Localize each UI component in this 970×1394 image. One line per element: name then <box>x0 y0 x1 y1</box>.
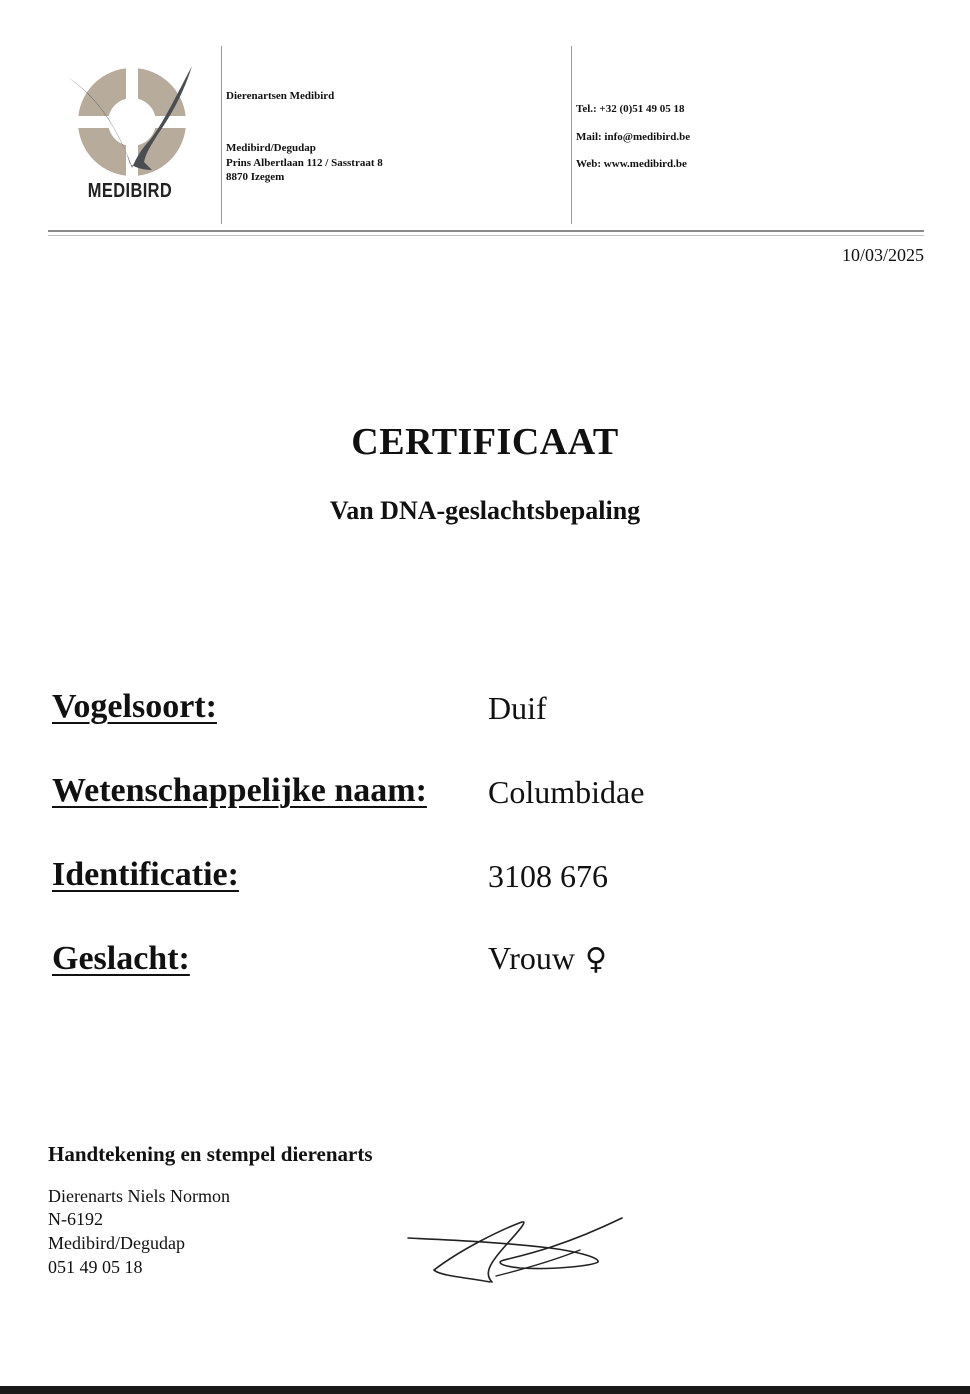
certificate-subtitle: Van DNA-geslachtsbepaling <box>329 496 641 525</box>
vet-phone: 051 49 05 18 <box>48 1257 143 1277</box>
vet-number: N-6192 <box>48 1209 103 1229</box>
field-label-sex: Geslacht: <box>52 940 190 977</box>
header-rule <box>48 235 924 236</box>
contact-web: Web: www.medibird.be <box>576 158 687 170</box>
header-divider <box>221 46 222 224</box>
female-symbol-icon: ♀ <box>584 942 607 977</box>
clinic-name: Dierenartsen Medibird <box>226 90 335 102</box>
address-line: 8870 Izegem <box>226 171 285 183</box>
field-label-identification: Identificatie: <box>52 856 239 893</box>
document-date: 10/03/2025 <box>841 245 924 265</box>
signature-heading: Handtekening en stempel dierenarts <box>48 1142 373 1166</box>
page-bottom-edge <box>0 1386 970 1394</box>
contact-tel: Tel.: +32 (0)51 49 05 18 <box>576 103 685 115</box>
field-value-species: Duif <box>488 690 547 726</box>
handwritten-signature-icon <box>400 1210 630 1290</box>
vet-name: Dierenarts Niels Normon <box>48 1186 230 1206</box>
vet-practice: Medibird/Degudap <box>48 1233 185 1253</box>
field-value-sex-row <box>488 940 607 977</box>
field-label-scientific-name: Wetenschappelijke naam: <box>52 772 427 809</box>
header-divider <box>571 46 572 224</box>
field-value-sex: Vrouw <box>488 940 575 976</box>
logo-wordmark: MEDIBIRD <box>87 180 173 202</box>
contact-mail: Mail: info@medibird.be <box>576 131 691 143</box>
field-value-scientific-name: Columbidae <box>488 774 645 810</box>
field-value-identification: 3108 676 <box>488 858 608 894</box>
address-line: Prins Albertlaan 112 / Sasstraat 8 <box>226 157 383 169</box>
address-line: Medibird/Degudap <box>226 142 316 154</box>
header-rule <box>48 230 924 232</box>
field-label-species: Vogelsoort: <box>52 688 217 725</box>
certificate-title: CERTIFICAAT <box>351 421 619 463</box>
